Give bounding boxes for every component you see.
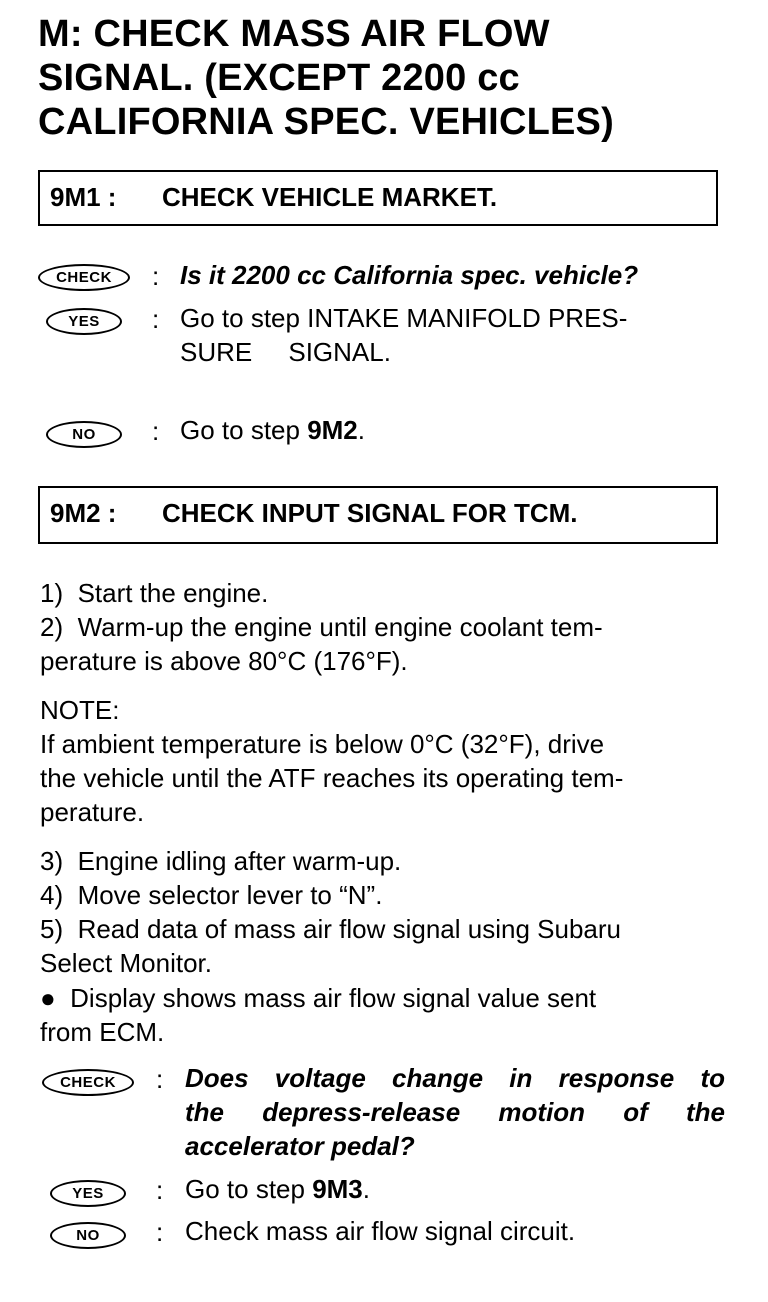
- colon-separator: :: [156, 1175, 164, 1205]
- check-question: Is it 2200 cc California spec. vehicle?: [180, 260, 639, 290]
- no-action-suffix: .: [357, 415, 365, 445]
- instruction-line: 3) Engine idling after warm-up.: [40, 846, 402, 876]
- colon-separator: :: [156, 1217, 164, 1247]
- section-title-line: SIGNAL. (EXCEPT 2200 cc: [38, 57, 520, 99]
- bullet-line: from ECM.: [40, 1017, 165, 1047]
- step-9m2-header: [38, 486, 718, 544]
- check-badge: CHECK: [38, 264, 130, 291]
- instruction-line: perature is above 80°C (176°F).: [40, 646, 408, 676]
- note-line: perature.: [40, 797, 145, 827]
- check-question-line: accelerator pedal?: [185, 1131, 415, 1161]
- no-action: [180, 414, 365, 447]
- step-heading: CHECK INPUT SIGNAL FOR TCM.: [162, 498, 578, 528]
- note-label: NOTE:: [40, 695, 120, 725]
- step-heading: CHECK VEHICLE MARKET.: [162, 182, 498, 212]
- step-code: 9M1 :: [50, 182, 117, 212]
- no-action-step: 9M2: [307, 415, 358, 445]
- yes-action-line: Go to step INTAKE MANIFOLD PRES-: [180, 303, 628, 333]
- colon-separator: :: [156, 1064, 164, 1094]
- step-9m1-header: [38, 170, 718, 226]
- colon-separator: :: [152, 416, 160, 446]
- no-action: Check mass air flow signal circuit.: [185, 1216, 576, 1246]
- no-action-text: Go to step: [180, 415, 308, 445]
- instruction-line: 1) Start the engine.: [40, 578, 269, 608]
- check-badge: CHECK: [42, 1069, 134, 1096]
- note-line: If ambient temperature is below 0°C (32°F), drive: [40, 729, 605, 759]
- instruction-line: Select Monitor.: [40, 948, 212, 978]
- yes-badge: YES: [50, 1180, 126, 1207]
- yes-badge: YES: [46, 308, 122, 335]
- check-question-line: Does voltage change in response to: [185, 1063, 725, 1093]
- section-title-line: M: CHECK MASS AIR FLOW: [38, 13, 550, 55]
- section-title-line: CALIFORNIA SPEC. VEHICLES): [38, 101, 614, 143]
- instruction-line: 4) Move selector lever to “N”.: [40, 880, 383, 910]
- yes-action-step: 9M3: [312, 1174, 363, 1204]
- colon-separator: :: [152, 304, 160, 334]
- yes-action-line: SURE SIGNAL.: [180, 337, 391, 367]
- section-title: [38, 12, 738, 144]
- instruction-line: 5) Read data of mass air flow signal using Subaru: [40, 914, 621, 944]
- no-badge: NO: [50, 1222, 126, 1249]
- check-question-line: the depress-release motion of the: [185, 1097, 725, 1127]
- no-badge: NO: [46, 421, 122, 448]
- colon-separator: :: [152, 261, 160, 291]
- step-code: 9M2 :: [50, 498, 117, 528]
- yes-action-text: Go to step: [185, 1174, 313, 1204]
- instruction-line: 2) Warm-up the engine until engine coolant tem-: [40, 612, 603, 642]
- note-line: the vehicle until the ATF reaches its operating tem-: [40, 763, 624, 793]
- yes-action-suffix: .: [362, 1174, 370, 1204]
- bullet-line: ● Display shows mass air flow signal value sent: [40, 983, 597, 1013]
- yes-action: [185, 1173, 370, 1206]
